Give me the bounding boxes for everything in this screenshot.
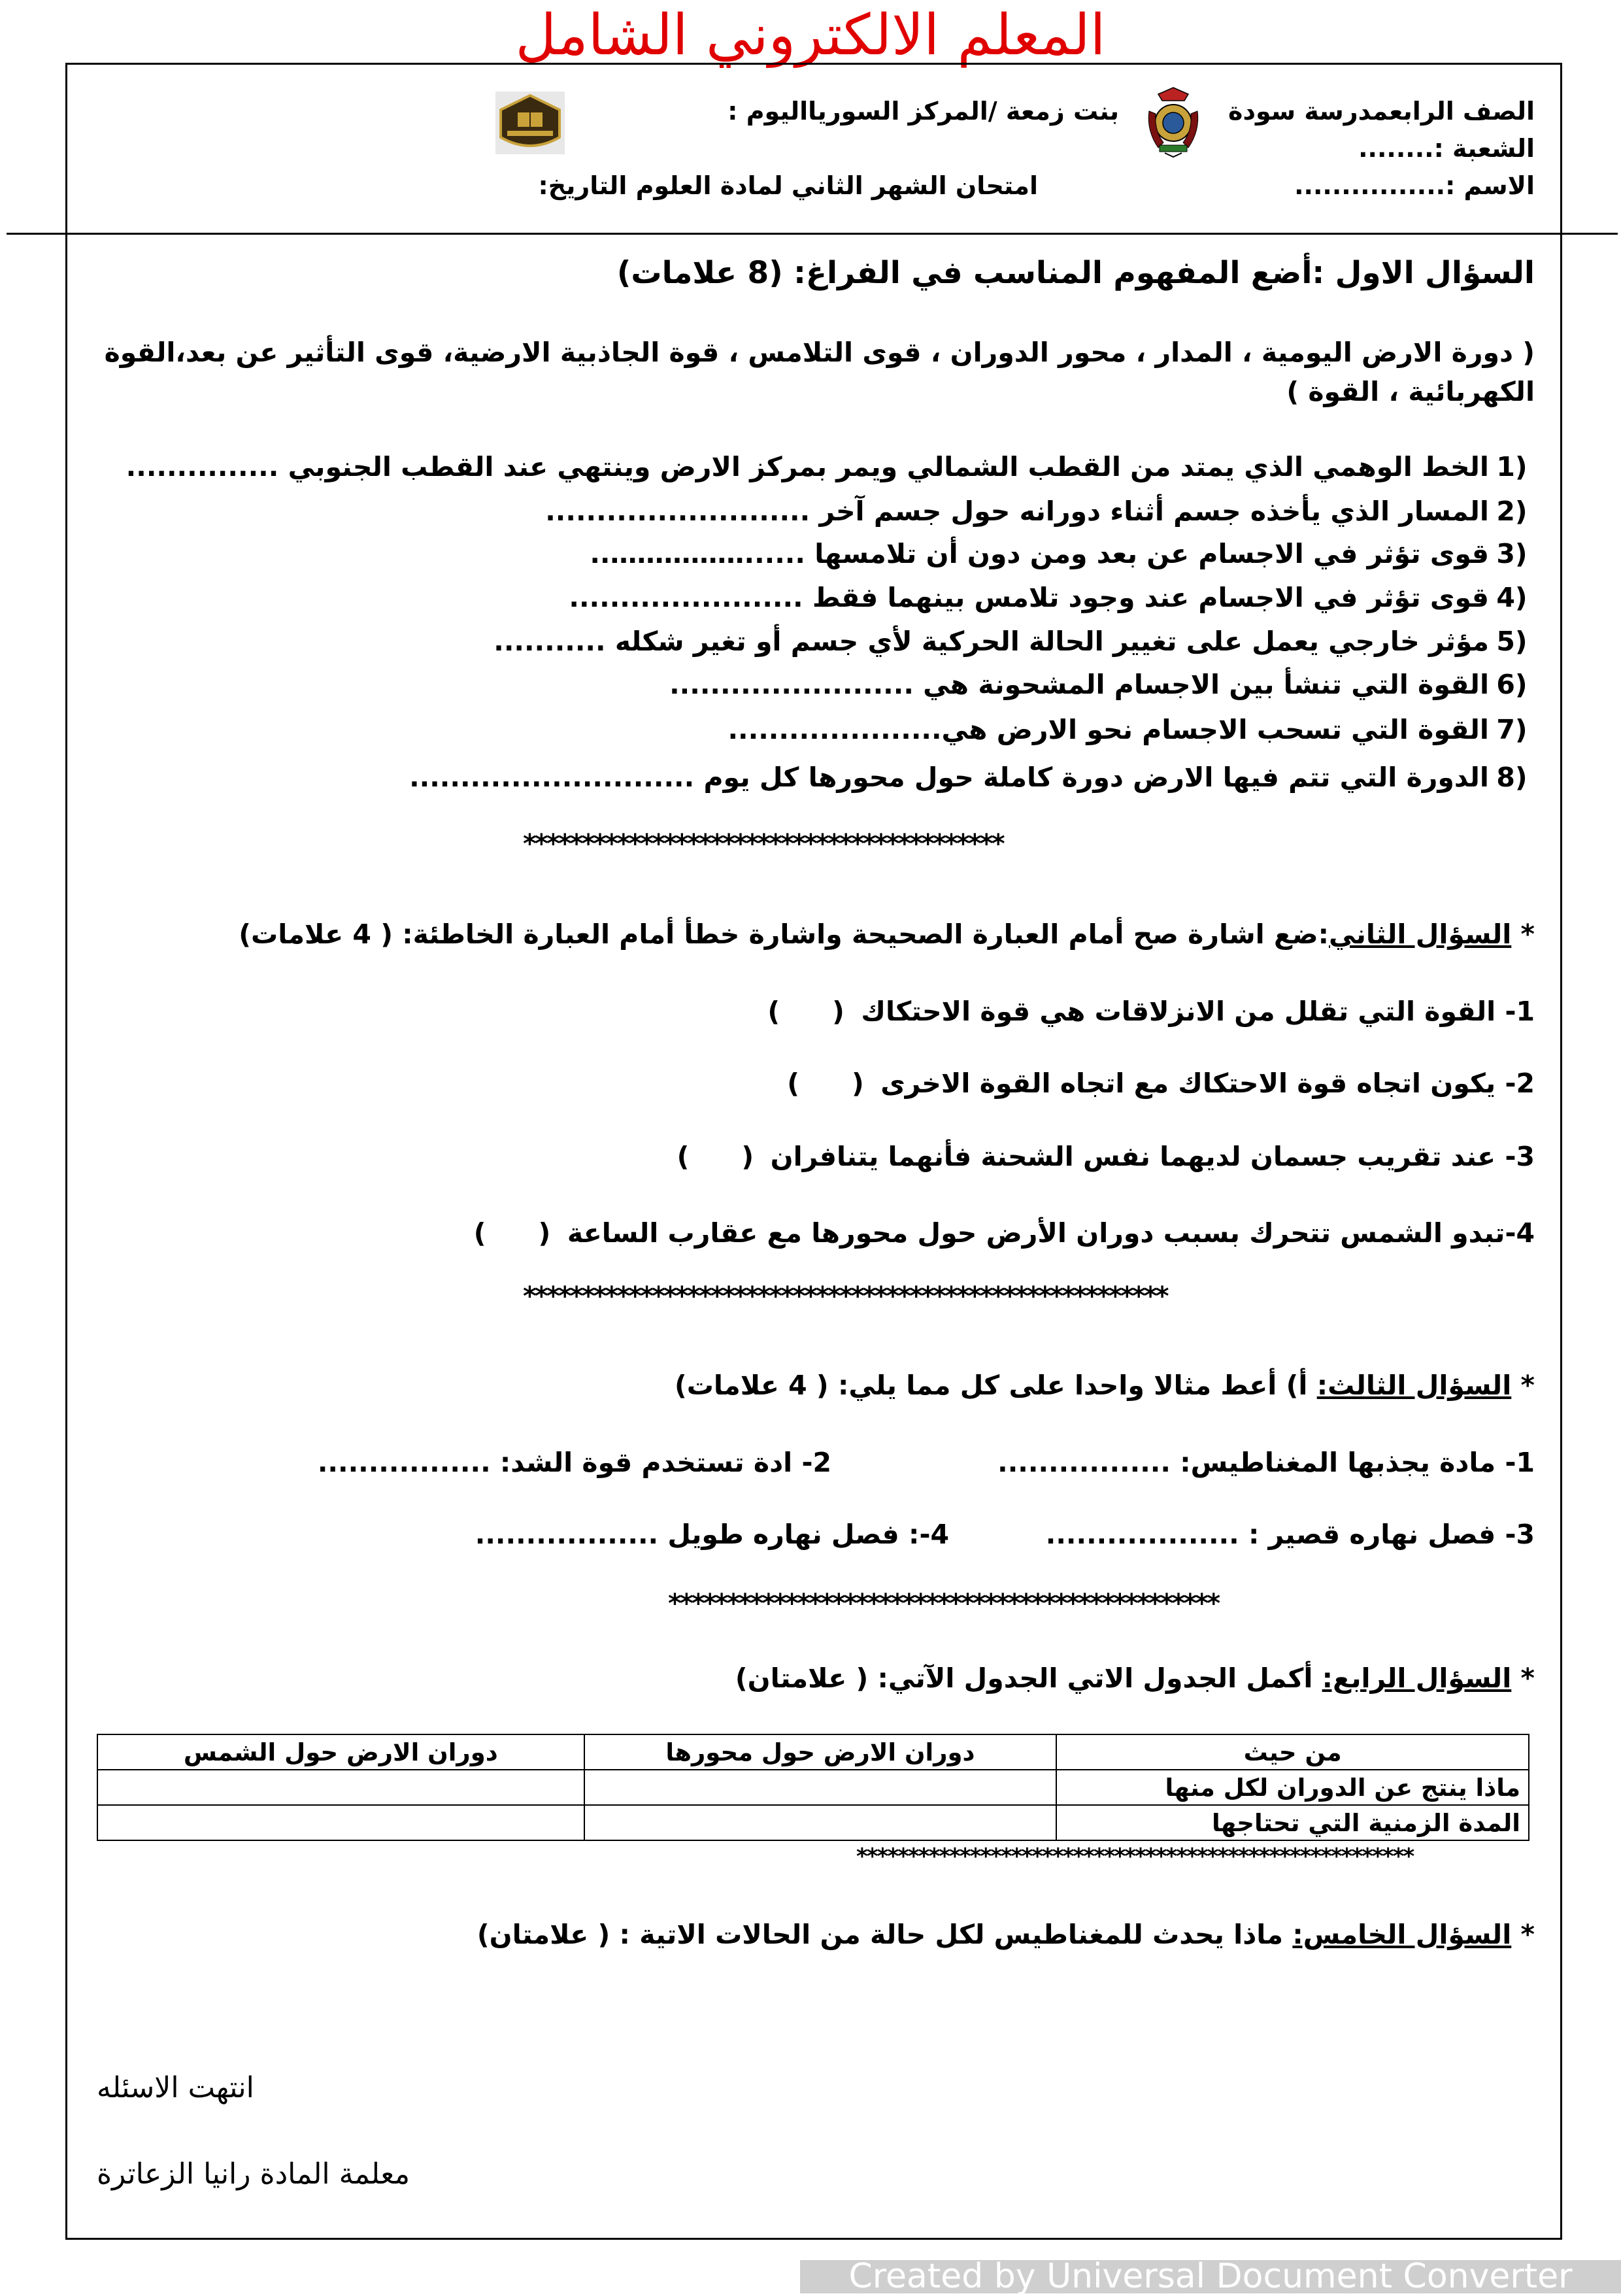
- q1-item-number: (8: [1496, 762, 1528, 793]
- q1-item: [409, 762, 1535, 793]
- q1-item-text: قوى تؤثر في الاجسام عن بعد ومن دون أن تلامسها ......……………..: [590, 538, 1489, 569]
- header-grade-school: الصف الرابعمدرسة سودة: [1228, 97, 1535, 126]
- table-answer-cell[interactable]: [584, 1805, 1057, 1840]
- q2-label: السؤال الثاني: [1329, 919, 1512, 950]
- table-cell: ماذا ينتج عن الدوران لكل منها: [1056, 1770, 1529, 1805]
- table-row: [97, 1770, 1529, 1805]
- q3-title: [675, 1370, 1535, 1401]
- q2-item-text: 1- القوة التي تقلل من الانزلاقات هي قوة الاحتكاك: [861, 996, 1535, 1027]
- q5-star: *: [1520, 1919, 1535, 1950]
- q1-terms-line1: ( دورة الارض اليومية ، المدار ، محور الدوران ، قوى التلامس ، قوة الجاذبية الارضية، قوى التأثير عن بعد،القوة: [104, 337, 1535, 368]
- q1-item-text: الخط الوهمي الذي يمتد من القطب الشمالي ويمر بمركز الارض وينتهي عند القطب الجنوبي ...............: [125, 451, 1489, 482]
- q1-item: [590, 538, 1535, 569]
- q2-answer-close: ): [767, 996, 780, 1027]
- q1-item-number: (5: [1496, 626, 1528, 657]
- q3-item-1: 1- مادة يجذبها المغناطيس: .................: [997, 1447, 1535, 1478]
- q2-answer-close: ): [473, 1217, 486, 1249]
- separator-stars: ******************************************************: [856, 1844, 1414, 1870]
- table-header-cell: دوران الارض حول محورها: [584, 1734, 1057, 1770]
- jordan-emblem-icon: [1145, 85, 1201, 158]
- table-row: [97, 1805, 1529, 1840]
- q3-item-4: 4-: فصل نهاره طويل ..................: [475, 1519, 949, 1550]
- q1-item: [669, 669, 1535, 700]
- q2-answer-open: (: [741, 1141, 754, 1172]
- header-divider: [7, 233, 1618, 235]
- q2-title: [239, 919, 1535, 950]
- q1-item-number: (7: [1496, 714, 1528, 745]
- q3-instruction: أ) أعط مثالا واحدا على كل مما يلي: ( 4 علامات): [674, 1370, 1317, 1401]
- table-header-cell: دوران الارض حول الشمس: [97, 1734, 584, 1770]
- table-answer-cell[interactable]: [97, 1805, 584, 1840]
- q4-instruction: أكمل الجدول الاتي الجدول الآتي: ( علامتان): [735, 1663, 1322, 1694]
- q2-answer-close: ): [677, 1141, 690, 1172]
- q2-item: [780, 1068, 1535, 1099]
- header-section: الشعبة :........: [1358, 134, 1535, 163]
- school-logo-icon: [494, 90, 566, 156]
- q1-terms-line2: الكهربائية ، القوة ): [1286, 376, 1535, 407]
- table-answer-cell[interactable]: [97, 1770, 584, 1805]
- q1-item-text: قوى تؤثر في الاجسام عند وجود تلامس بينهما فقط .......................: [569, 582, 1489, 613]
- q3-item-2: 2- ادة تستخدم قوة الشد: .................: [317, 1447, 831, 1478]
- q1-item: [727, 714, 1535, 745]
- q1-item-text: القوة التي تنشأ بين الاجسام المشحونة هي ........................: [669, 669, 1489, 700]
- q1-item-text: الدورة التي تتم فيها الارض دورة كاملة حول محورها كل يوم ............................: [409, 762, 1489, 793]
- q1-item: [126, 451, 1535, 482]
- q4-label: السؤال الرابع:: [1322, 1663, 1512, 1694]
- q1-item: [545, 496, 1535, 527]
- q2-item-text: 2- يكون اتجاه قوة الاحتكاك مع اتجاه القوة الاخرى: [880, 1068, 1535, 1099]
- q5-title: [477, 1919, 1535, 1950]
- q5-label: السؤال الخامس:: [1292, 1919, 1512, 1950]
- q1-title: السؤال الاول :أضع المفهوم المناسب في الفراغ: (8 علامات): [616, 255, 1535, 291]
- table-answer-cell[interactable]: [584, 1770, 1057, 1805]
- table-cell: المدة الزمنية التي تحتاجها: [1056, 1805, 1529, 1840]
- q1-item-number: (2: [1496, 496, 1528, 527]
- header-name: الاسم :................: [1294, 171, 1535, 200]
- q2-item: [467, 1217, 1535, 1249]
- q1-item: [493, 626, 1535, 657]
- header-school-day: بنت زمعة /المركز السوريااليوم :: [727, 97, 1119, 126]
- q2-item: [669, 1141, 1535, 1172]
- q1-item-number: (3: [1496, 538, 1528, 569]
- q2-item-text: 3- عند تقريب جسمان لديهما نفس الشحنة فأنهما يتنافران: [770, 1141, 1535, 1172]
- q2-item: [760, 996, 1535, 1027]
- q2-answer-close: ): [787, 1068, 799, 1099]
- table-header-cell: من حيث: [1056, 1734, 1529, 1770]
- teacher-signature: معلمة المادة رانيا الزعاترة: [97, 2157, 410, 2191]
- q1-item-text: المسار الذي يأخذه جسم أثناء دورانه حول جسم آخر ..........................: [545, 496, 1489, 527]
- q2-answer-open: (: [851, 1068, 864, 1099]
- q2-item-text: 4-تبدو الشمس تتحرك بسبب دوران الأرض حول محورها مع عقارب الساعة: [567, 1217, 1535, 1249]
- q3-star: *: [1520, 1370, 1535, 1401]
- q2-star: *: [1520, 919, 1535, 950]
- header-exam-title: امتحان الشهر الثاني لمادة العلوم التاريخ:: [538, 171, 1038, 200]
- q2-answer-open: (: [538, 1217, 551, 1249]
- separator-stars: ***********************************************: [668, 1589, 1219, 1619]
- q1-item-number: (6: [1496, 669, 1528, 700]
- converter-watermark: Created by Universal Document Converter: [800, 2260, 1621, 2293]
- q1-item: [569, 582, 1535, 613]
- q3-label: السؤال الثالث:: [1316, 1370, 1512, 1401]
- q1-item-text: القوة التي تسحب الاجسام نحو الارض هي.....................: [727, 714, 1489, 745]
- separator-stars: *****************************************: [523, 829, 1003, 859]
- q2-instruction: :ضع اشارة صح أمام العبارة الصحيحة واشارة خطأ أمام العبارة الخاطئة: ( 4 علامات): [239, 919, 1329, 950]
- q4-title: [735, 1663, 1535, 1694]
- q1-item-number: (4: [1496, 582, 1528, 613]
- q2-answer-open: (: [832, 996, 844, 1027]
- q5-instruction: ماذا يحدث للمغناطيس لكل حالة من الحالات الاتية : ( علامتان): [476, 1919, 1293, 1950]
- table-header-row: [97, 1734, 1529, 1770]
- q1-item-text: مؤثر خارجي يعمل على تغيير الحالة الحركية لأي جسم أو تغير شكله ...........: [493, 626, 1489, 657]
- q3-item-3: 3- فصل نهاره قصير : ...................: [1045, 1519, 1535, 1550]
- q1-item-number: (1: [1496, 451, 1528, 482]
- site-title: المعلم الالكتروني الشامل: [515, 3, 1106, 68]
- q4-star: *: [1520, 1663, 1535, 1694]
- completion-table: [97, 1734, 1529, 1841]
- separator-stars: *******************************************************: [523, 1281, 1167, 1311]
- end-of-questions: انتهت الاسئله: [97, 2071, 254, 2104]
